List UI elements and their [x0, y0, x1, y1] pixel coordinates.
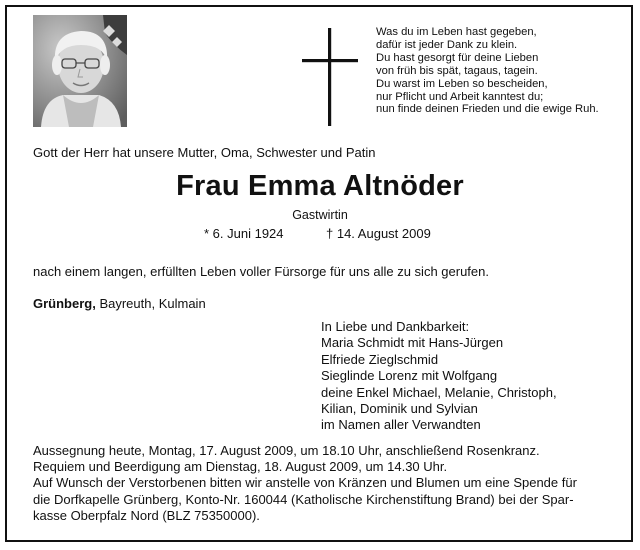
intro-text: Gott der Herr hat unsere Mutter, Oma, Schwester und Patin	[33, 145, 376, 160]
notice-line: kasse Oberpfalz Nord (BLZ 75350000).	[33, 507, 260, 523]
death-date: † 14. August 2009	[326, 226, 431, 241]
poem-line: von früh bis spät, tagaus, tagein.	[376, 64, 538, 77]
place-others: Bayreuth, Kulmain	[95, 296, 206, 311]
mourner-line: Maria Schmidt mit Hans-Jürgen	[321, 335, 504, 351]
mourner-line: In Liebe und Dankbarkeit:	[321, 319, 470, 334]
poem-line: Was du im Leben hast gegeben,	[376, 26, 537, 38]
notice-line: die Dorfkapelle Grünberg, Konto-Nr. 160044 (Katholische Kirchenstiftung Brand) bei der Spar-	[33, 491, 574, 507]
deceased-name: Frau Emma Altnöder	[176, 170, 464, 202]
portrait-photo	[33, 15, 127, 127]
poem-line: Du warst im Leben so bescheiden,	[376, 77, 548, 90]
funeral-notices	[33, 443, 623, 524]
passing-text: nach einem langen, erfüllten Leben voller Fürsorge für uns alle zu sich gerufen.	[33, 264, 489, 279]
poem-line: nur Pflicht und Arbeit kanntest du;	[376, 90, 544, 103]
deceased-occupation: Gastwirtin	[292, 208, 348, 222]
notice-line: Requiem und Beerdigung am Dienstag, 18. August 2009, um 14.30 Uhr.	[33, 459, 448, 475]
place-main: Grünberg,	[33, 296, 96, 311]
memorial-poem	[376, 26, 616, 116]
notice-line: Aussegnung heute, Montag, 17. August 2009, um 18.10 Uhr, anschließend Rosenkranz.	[33, 443, 540, 458]
birth-date: * 6. Juni 1924	[204, 226, 284, 241]
mourner-line: Elfriede Zieglschmid	[321, 351, 439, 367]
poem-line: nun finde deinen Frieden und die ewige Ruh.	[376, 103, 599, 116]
mourners-list	[321, 319, 557, 434]
cross-icon	[302, 28, 358, 126]
mourner-line: deine Enkel Michael, Melanie, Christoph,	[321, 384, 557, 400]
mourner-line: im Namen aller Verwandten	[321, 417, 481, 433]
mourner-line: Kilian, Dominik und Sylvian	[321, 401, 478, 417]
mourner-line: Sieglinde Lorenz mit Wolfgang	[321, 368, 498, 384]
poem-line: dafür ist jeder Dank zu klein.	[376, 38, 518, 51]
places-line	[33, 296, 206, 312]
poem-line: Du hast gesorgt für deine Lieben	[376, 51, 539, 64]
notice-line: Auf Wunsch der Verstorbenen bitten wir anstelle von Kränzen und Blumen um eine Spende für	[33, 475, 577, 491]
